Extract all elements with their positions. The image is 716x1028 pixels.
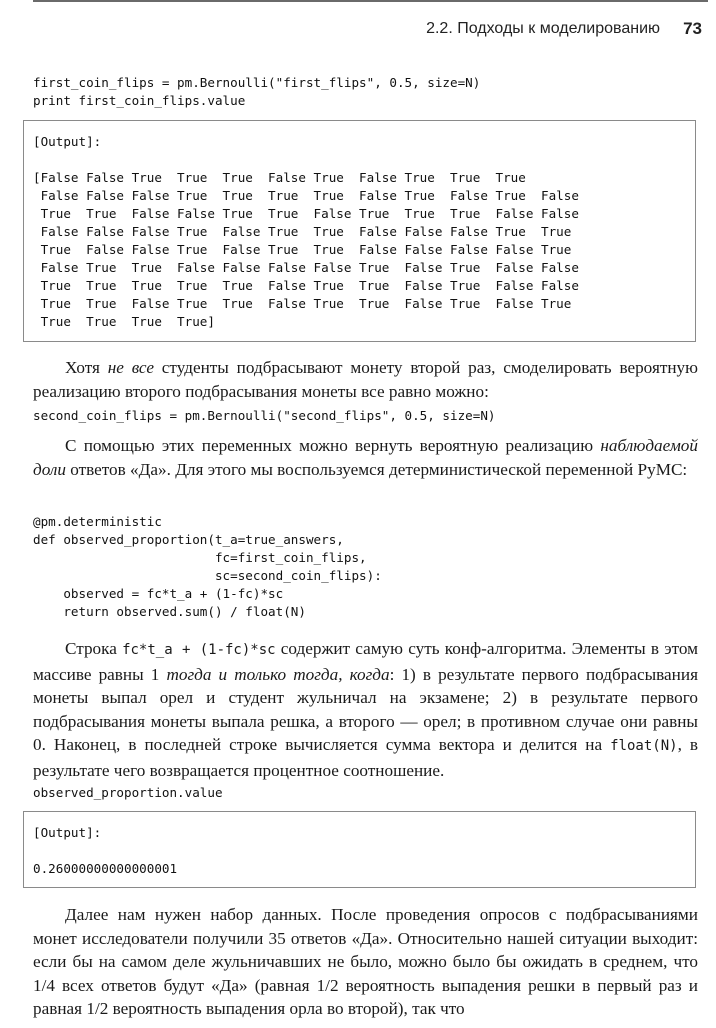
paragraph-conf-algorithm: Строка fc*t_a + (1-fc)*sc содержит самую суть конф-алгоритма. Элементы в этом массиве равны 1 тогда и только тогда, когда: 1) в результате первого подбрасывания монеты выпал орел и студент жульничал на экзамене; 2) в результате первого подбрасывания монеты выпала решка, а второго — орел; в противном случае они равны 0. Наконец, в последней строке вычисляется сумма вектора и делится на float(N), в результате чего возвращается процентное соотношение. [33,639,698,780]
output-label: [Output]: [33,825,102,840]
output-box-proportion [23,811,696,888]
code-first-flips: first_coin_flips = pm.Bernoulli("first_flips", 0.5, size=N) print first_coin_flips.value [33,75,481,108]
code-second-flips: second_coin_flips = pm.Bernoulli("second_flips", 0.5, size=N) [33,408,496,423]
code-observed-proportion: @pm.deterministic def observed_proportion(t_a=true_answers, fc=first_coin_flips, sc=second_coin_flips): observed = fc*t_a + (1-fc)*sc return observed.sum() / float(N) [33,514,382,619]
output-label: [Output]: [33,134,102,149]
paragraph-deterministic: С помощью этих переменных можно вернуть вероятную реализацию наблюдаемой доли ответов «Да». Для этого мы воспользуемся детерминистической переменной PyMC: [33,436,698,479]
paragraph-second-flip: Хотя не все студенты подбрасывают монету второй раз, смоделировать вероятную реализацию второго подбрасывания монеты все равно можно: [33,358,698,401]
output-values: [False False True True True False True False True True True False False False True True True True False True False True False True True False False True True False True True True False False False False False True False True True False False False True True True False False True False True True False False False False True False True True False False False False True False True False False True True True True True False True True False True False False True True False True True False True True False True False True True True True True] [33,170,579,329]
running-header [33,0,708,46]
page-number: 73 [683,19,702,38]
section-title: 2.2. Подходы к моделированию [426,20,660,37]
output-box-flips [23,120,696,342]
output-value: 0.26000000000000001 [33,861,178,876]
paragraph-dataset: Далее нам нужен набор данных. После проведения опросов с подбрасываниями монет исследователи получили 35 ответов «Да». Относительно нашей ситуации выходит: если бы на самом деле жульничавших не было, можно было бы ожидать в среднем, что 1/4 всех ответов будут «Да» (равная 1/2 вероятность выпадения решки в первый раз и равная 1/2 вероятность выпадения орла во второй), так что [33,905,698,1019]
code-observed-value: observed_proportion.value [33,785,223,800]
